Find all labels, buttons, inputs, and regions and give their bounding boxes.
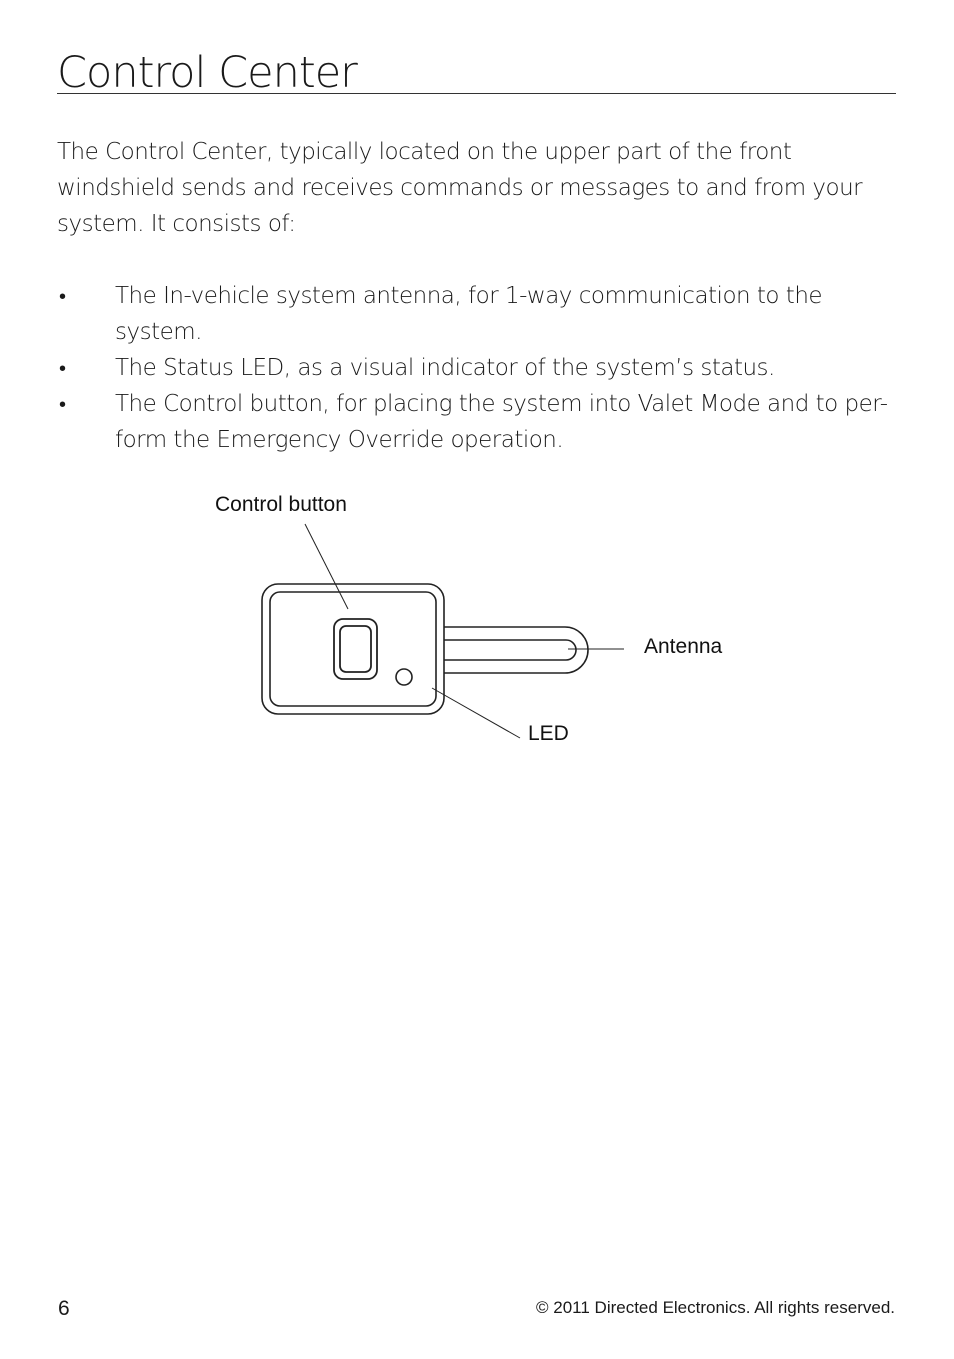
- bullet-icon: •: [59, 392, 66, 416]
- led-leader: [432, 688, 520, 738]
- list-item-text: The In-vehicle system antenna, for 1-way communication to the system.: [115, 283, 823, 345]
- bullet-icon: •: [59, 284, 66, 308]
- antenna-arm: [443, 627, 588, 673]
- bullet-icon: •: [59, 356, 66, 380]
- control-button-label: Control button: [215, 493, 347, 516]
- page-title: Control Center: [57, 48, 357, 98]
- intro-paragraph: The Control Center, typically located on the upper part of the front windshield sends and receives commands or messages to and from your system. It consists of:: [57, 139, 863, 237]
- device-housing: [262, 584, 444, 714]
- list-item-text: The Status LED, as a visual indicator of the system’s status.: [115, 355, 775, 381]
- antenna-label: Antenna: [644, 635, 723, 658]
- list-item-text: The Control button, for placing the system into Valet Mode and to per-form the Emergency Override operation.: [115, 391, 888, 453]
- led-indicator: [396, 669, 412, 685]
- led-label: LED: [528, 722, 569, 745]
- copyright-notice: © 2011 Directed Electronics. All rights reserved.: [536, 1298, 895, 1317]
- page-number: 6: [58, 1297, 70, 1320]
